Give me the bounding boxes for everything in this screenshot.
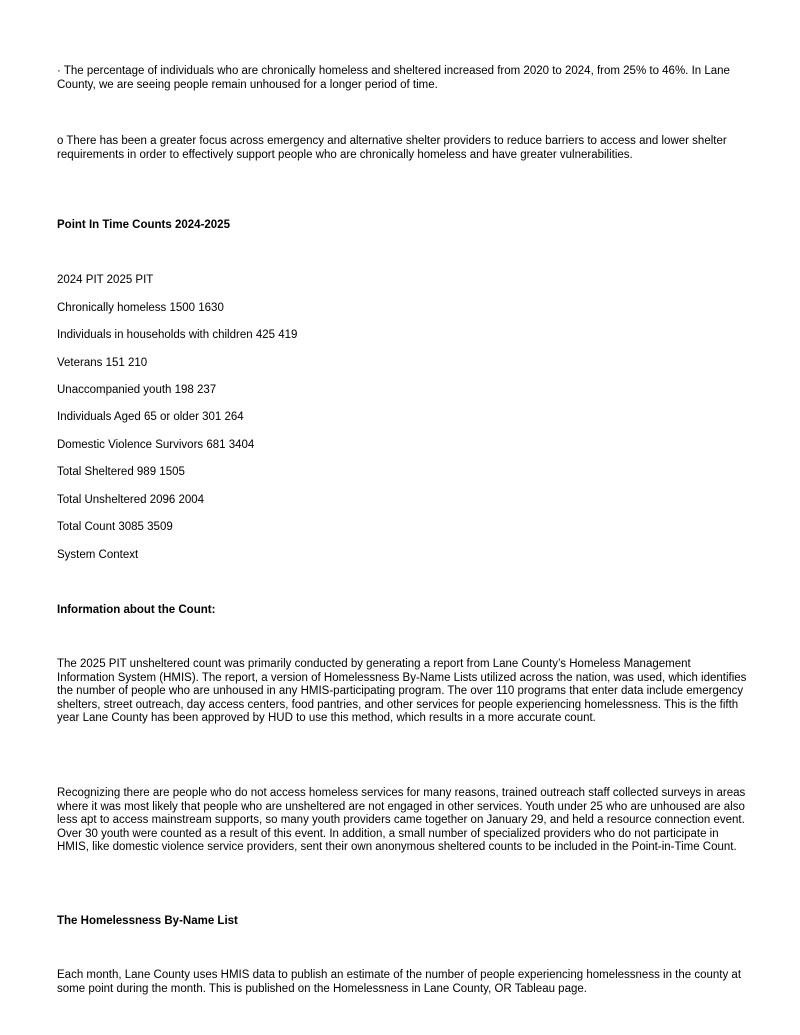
system-context-label: System Context (57, 549, 139, 561)
pit-row: Chronically homeless 1500 1630 (57, 302, 224, 314)
intro-bullet: · The percentage of individuals who are chronically homeless and sheltered increased from 2020 to 2024, from 25% to 46%. In Lane County, we are seeing people remain unhoused for a longer period of time. (57, 65, 730, 91)
intro-sub-bullet: o There has been a greater focus across emergency and alternative shelter providers to reduce barriers to access and lower shelter requirements in order to effectively support people who are chronically homeless and have greater vulnerabilities. (57, 135, 727, 161)
pit-row: 2024 PIT 2025 PIT (57, 274, 154, 286)
count-info-heading: Information about the Count: (57, 604, 216, 616)
pit-row: Total Sheltered 989 1505 (57, 466, 185, 478)
count-info-paragraph: Recognizing there are people who do not access homeless services for many reasons, trained outreach staff collected surveys in areas where it was most likely that people who are unsheltered are not engaged in other services. Youth under 25 who are unhoused are also less apt to access mainstream supports, so many youth providers came together on January 29, and held a resource connection event. Over 30 youth were counted as a result of this event. In addition, a small number of specialized providers who do not participate in HMIS, like domestic violence service providers, sent their own anonymous sheltered counts to be included in the Point-in-Time Count. (57, 787, 746, 854)
count-info-paragraph: The 2025 PIT unsheltered count was primarily conducted by generating a report from Lane County’s Homeless Management Information System (HMIS). The report, a version of Homelessness By-Name Lists utilized across the nation, was used, which identifies the number of people who are unhoused in any HMIS-participating program. The over 110 programs that enter data include emergency shelters, street outreach, day access centers, food pantries, and other services for people experiencing homelessness. This is the fifth year Lane County has been approved by HUD to use this method, which results in a more accurate count. (57, 658, 747, 725)
pit-row: Individuals Aged 65 or older 301 264 (57, 411, 244, 423)
pit-heading: Point In Time Counts 2024-2025 (57, 219, 230, 231)
pit-row: Total Unsheltered 2096 2004 (57, 494, 205, 506)
pit-row: Veterans 151 210 (57, 357, 148, 369)
pit-row: Unaccompanied youth 198 237 (57, 384, 217, 396)
pit-row: Individuals in households with children 425 419 (57, 329, 298, 341)
pit-row: Domestic Violence Survivors 681 3404 (57, 439, 255, 451)
by-name-heading: The Homelessness By-Name List (57, 915, 238, 927)
by-name-paragraph: Each month, Lane County uses HMIS data to publish an estimate of the number of people experiencing homelessness in the county at some point during the month. This is published on the Homelessness in Lane County, OR Tableau page. (57, 969, 742, 995)
pit-row: Total Count 3085 3509 (57, 521, 173, 533)
